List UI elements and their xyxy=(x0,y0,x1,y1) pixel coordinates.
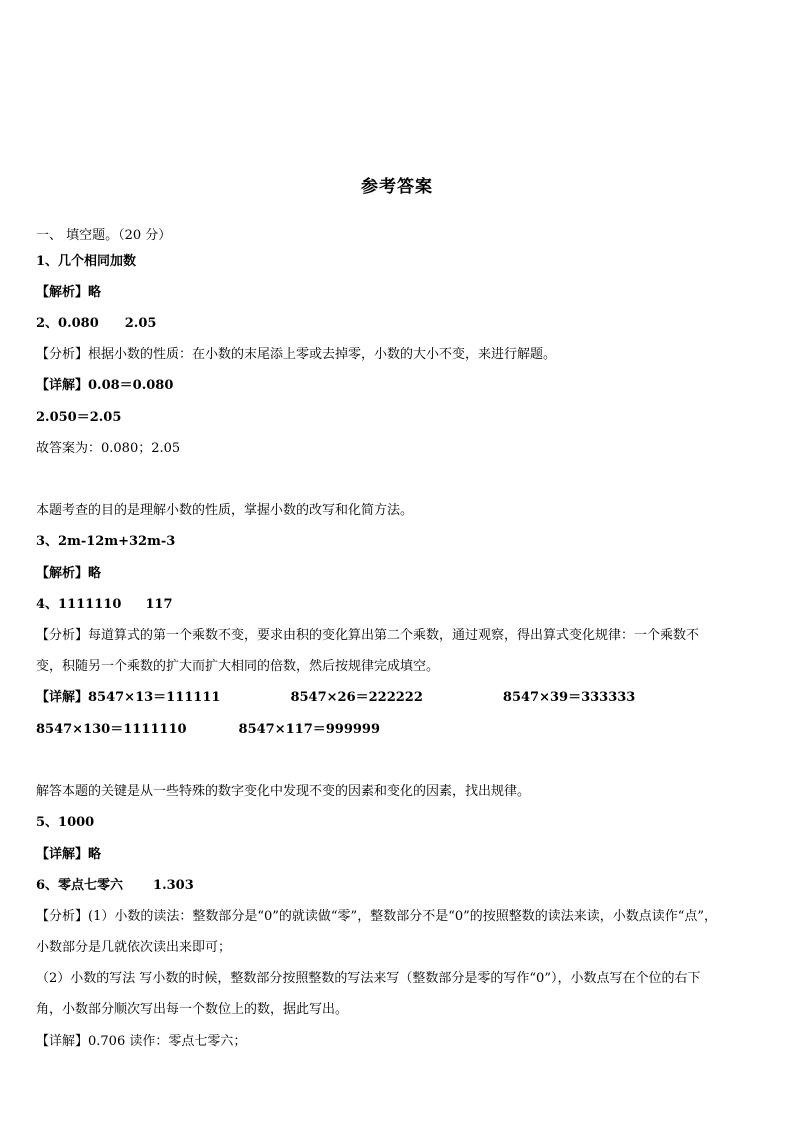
analysis-6-line-3: （2）小数的写法 写小数的时候，整数部分按照整数的写法来写（整数部分是零的写作“0”），小数点写在个位的右下 xyxy=(36,971,701,986)
detail-4-calc-4: 8547×130＝1111110 xyxy=(36,722,187,737)
answer-2-part-2: 2.05 xyxy=(124,316,157,331)
analysis-6-line-2: 小数部分是几就依次读出来即可； xyxy=(36,940,232,955)
answer-2-part-1: 2、0.080 xyxy=(36,316,99,331)
analysis-3: 【解析】略 xyxy=(36,566,102,581)
analysis-6-line-1: 【分析】(1）小数的读法：整数部分是“0”的就读做“零”，整数部分不是“0”的按照整数的读法来读，小数点读作“点”， xyxy=(36,909,718,924)
summary-2: 本题考查的目的是理解小数的性质，掌握小数的改写和化简方法。 xyxy=(36,503,414,518)
answer-2 xyxy=(36,312,762,331)
detail-4-calc-3: 8547×39＝333333 xyxy=(502,690,636,705)
conclusion-2: 故答案为：0.080；2.05 xyxy=(36,441,181,456)
answer-6-part-1: 6、零点七零六 xyxy=(36,878,124,893)
detail-4-line-2 xyxy=(36,718,762,737)
answer-4-part-1: 4、1111110 xyxy=(36,597,122,612)
detail-4-line-1 xyxy=(36,686,762,705)
page-title: 参考答案 xyxy=(361,177,433,197)
analysis-4-line-1: 【分析】每道算式的第一个乘数不变，要求由积的变化算出第二个乘数，通过观察，得出算式变化规律：一个乘数不 xyxy=(36,628,700,643)
detail-5: 【详解】略 xyxy=(36,847,102,862)
answer-5: 5、1000 xyxy=(36,815,95,830)
detail-2-line-2: 2.050＝2.05 xyxy=(36,410,122,425)
summary-4: 解答本题的关键是从一些特殊的数字变化中发现不变的因素和变化的因素，找出规律。 xyxy=(36,784,531,799)
answer-4-part-2: 117 xyxy=(145,597,173,612)
analysis-4-line-2: 变，积随另一个乘数的扩大而扩大相同的倍数，然后按规律完成填空。 xyxy=(36,659,440,674)
analysis-1: 【解析】略 xyxy=(36,285,102,300)
detail-4-calc-5: 8547×117＝999999 xyxy=(238,722,381,737)
detail-2: 【详解】0.08＝0.080 xyxy=(36,378,174,393)
answer-1: 1、几个相同加数 xyxy=(36,254,137,269)
detail-4-calc-1: 【详解】8547×13＝111111 xyxy=(36,690,221,705)
section-heading: 一、 填空题。（20 分） xyxy=(36,228,172,243)
detail-4-calc-2: 8547×26＝222222 xyxy=(290,690,423,705)
detail-6: 【详解】0.706 读作：零点七零六； xyxy=(36,1034,247,1049)
analysis-6-line-4: 角，小数部分顺次写出每一个数位上的数，据此写出。 xyxy=(36,1002,349,1017)
answer-6 xyxy=(36,874,762,893)
answer-4 xyxy=(36,593,762,612)
answer-6-part-2: 1.303 xyxy=(153,878,194,893)
analysis-2: 【分析】根据小数的性质：在小数的末尾添上零或去掉零，小数的大小不变，来进行解题。 xyxy=(36,347,557,362)
answer-3: 3、2m-12m+32m-3 xyxy=(36,534,176,549)
